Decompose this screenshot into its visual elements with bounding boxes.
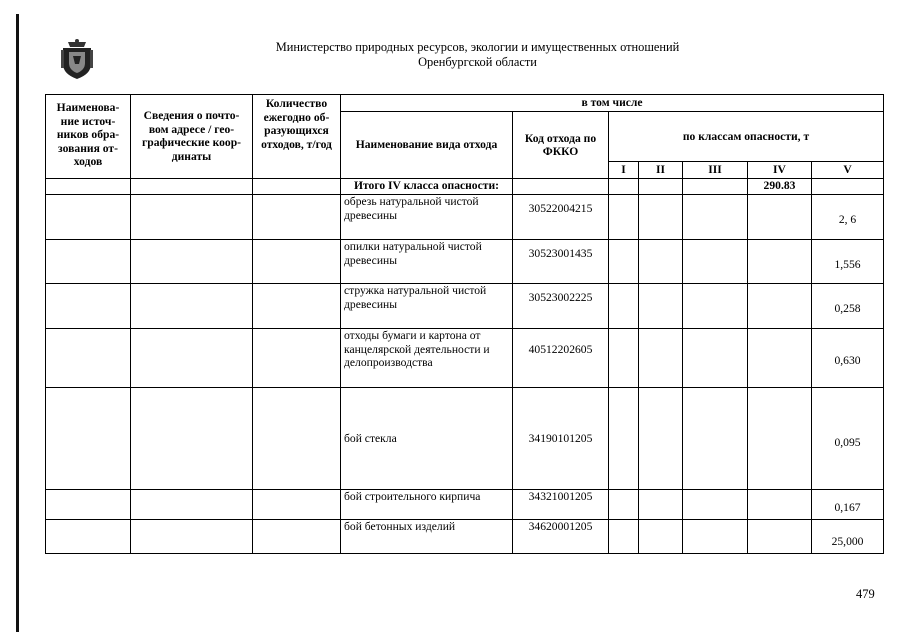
table-row: [46, 388, 884, 490]
table-row: [46, 240, 884, 284]
table-row: [46, 490, 884, 520]
class-5-value: 25,000: [812, 520, 884, 554]
class-5-value: 2, 6: [812, 195, 884, 240]
header-class-2: II: [639, 162, 683, 179]
waste-code: 34321001205: [513, 490, 609, 520]
ministry-name: Министерство природных ресурсов, экологии и имущественных отношений: [275, 40, 680, 54]
binding-edge-line: [16, 14, 19, 632]
waste-code: 34620001205: [513, 520, 609, 554]
class-5-value: 0,095: [812, 388, 884, 490]
page-number: 479: [856, 587, 875, 601]
waste-table: [45, 94, 884, 554]
header-waste-name: Наименование вида отхода: [341, 112, 513, 179]
header-quantity: Количество ежегодно об-разующихся отходов, т/год: [253, 95, 341, 179]
class-5-value: 0,630: [812, 329, 884, 388]
header-class-4: IV: [748, 162, 812, 179]
class-5-value: 0,167: [812, 490, 884, 520]
header-source: Наименова-ние источ-ников обра-зования от-ходов: [46, 95, 131, 179]
table-row: [46, 284, 884, 329]
waste-name: бой стекла: [341, 388, 513, 490]
waste-code: 30523002225: [513, 284, 609, 329]
waste-name: бой строительного кирпича: [341, 490, 513, 520]
header-address: Сведения о почто-вом адресе / гео-графические коор-динаты: [131, 95, 253, 179]
waste-code: 34190101205: [513, 388, 609, 490]
coat-of-arms-icon: [59, 38, 95, 80]
header-hazard-classes: по классам опасности, т: [609, 112, 884, 162]
waste-name: бой бетонных изделий: [341, 520, 513, 554]
header-including: в том числе: [341, 95, 884, 112]
waste-code: 40512202605: [513, 329, 609, 388]
header-class-1: I: [609, 162, 639, 179]
class-5-value: 0,258: [812, 284, 884, 329]
document-header: [200, 40, 755, 70]
waste-name: стружка натуральной чистой древесины: [341, 284, 513, 329]
table-row: [46, 329, 884, 388]
total-label: Итого IV класса опасности:: [341, 179, 513, 195]
class-5-value: 1,556: [812, 240, 884, 284]
region-name: Оренбургской области: [418, 55, 537, 69]
waste-name: отходы бумаги и картона от канцелярской деятельности и делопроизводства: [341, 329, 513, 388]
total-row: [46, 179, 884, 195]
header-fkko-code: Код отхода по ФККО: [513, 112, 609, 179]
waste-name: обрезь натуральной чистой древесины: [341, 195, 513, 240]
table-row: [46, 520, 884, 554]
waste-code: 30522004215: [513, 195, 609, 240]
header-class-5: V: [812, 162, 884, 179]
table-row: [46, 195, 884, 240]
header-class-3: III: [683, 162, 748, 179]
total-value: 290.83: [748, 179, 812, 195]
waste-name: опилки натуральной чистой древесины: [341, 240, 513, 284]
waste-code: 30523001435: [513, 240, 609, 284]
